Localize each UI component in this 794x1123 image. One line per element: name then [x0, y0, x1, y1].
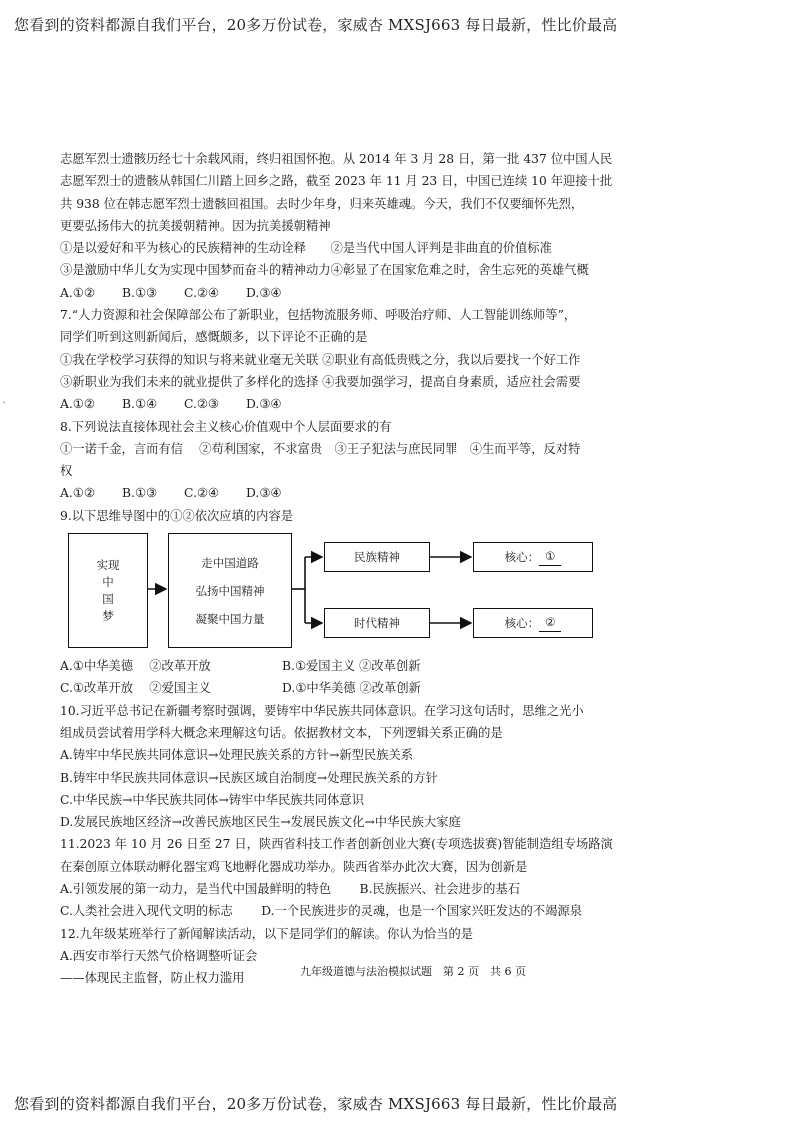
- core-top-blank: ①: [539, 548, 561, 566]
- national-spirit-label: 民族精神: [354, 549, 400, 564]
- box-path-spirit-strength: [168, 533, 292, 648]
- q9-option-c: C.①改革开放 ②爱国主义: [60, 681, 211, 696]
- q7-option-b: B.①④: [122, 397, 157, 412]
- q8-line-3: 权: [60, 464, 73, 479]
- q10-line-1: 10.习近平总书记在新疆考察时强调，要铸牢中华民族共同体意识。在学习这句话时，思维之光小: [60, 703, 584, 718]
- q10-option-d: D.发展民族地区经济→改善民族地区民生→发展民族文化→中华民族大家庭: [60, 815, 461, 830]
- q7-line-4: ③新职业为我们未来的就业提供了多样化的选择 ④我要加强学习，提高自身素质，适应社会需要: [60, 374, 581, 389]
- core-label: 核心：: [504, 615, 540, 630]
- q11-options-cd: C.人类社会进入现代文明的标志 D.一个民族进步的灵魂，也是一个国家兴旺发达的不竭源泉: [60, 904, 582, 919]
- q7-line-3: ①我在学校学习获得的知识与将来就业毫无关联 ②职业有高低贵贱之分，我以后要找一个好工作: [60, 352, 581, 367]
- q10-line-2: 组成员尝试着用学科大概念来理解这句话。依据教材文本，下列逻辑关系正确的是: [60, 725, 503, 740]
- q7-line-1: 7.“人力资源和社会保障部公布了新职业，包括物流服务师、呼吸治疗师、人工智能训练师等”，: [60, 308, 577, 323]
- q9-stem: 9.以下思维导图中的①②依次应填的内容是: [60, 508, 294, 523]
- q6-option-d: D.③④: [246, 285, 282, 300]
- box-middle-line: 凝聚中国力量: [195, 611, 265, 626]
- box-chinese-dream-line: 梦: [102, 608, 114, 623]
- core-bottom-blank: ②: [539, 614, 561, 632]
- margin-mark: ˋ: [2, 402, 7, 413]
- q7-line-2: 同学们听到这则新闻后，感慨颇多，以下评论不正确的是: [60, 330, 368, 345]
- q6-line-1: 志愿军烈士遗骸历经七十余载风雨，终归祖国怀抱。从 2014 年 3 月 28 日，第一批 437 位中国人民: [60, 152, 613, 166]
- q6-option-a: A.①②: [60, 285, 95, 300]
- box-core-bottom: [473, 608, 593, 638]
- q10-option-a: A.铸牢中华民族共同体意识→处理民族关系的方针→新型民族关系: [60, 748, 414, 763]
- q6-line-5: ①是以爱好和平为核心的民族精神的生动诠释 ②是当代中国人评判是非曲直的价值标准: [60, 241, 552, 256]
- q7-option-d: D.③④: [246, 397, 282, 412]
- mind-map-diagram: [60, 533, 660, 651]
- q9-options-row-1: [60, 655, 660, 677]
- q12-option-a: A.西安市举行天然气价格调整听证会: [60, 948, 258, 963]
- box-chinese-dream-line: 实现: [96, 557, 120, 572]
- q10-option-c: C.中华民族→中华民族共同体→铸牢中华民族共同体意识: [60, 792, 365, 807]
- q8-line-2: ①一诺千金，言而有信 ②苟利国家，不求富贵 ③王子犯法与庶民同罪 ④生而平等，反对特: [60, 441, 581, 456]
- q6-line-4: 更要弘扬伟大的抗美援朝精神。因为抗美援朝精神: [60, 218, 331, 233]
- q12-line-1: 12.九年级某班举行了新闻解读活动，以下是同学们的解读。你认为恰当的是: [60, 926, 474, 941]
- q6-line-2: 志愿军烈士的遗骸从韩国仁川踏上回乡之路，截至 2023 年 11 月 23 日，中国已连续 10 年迎接十批: [60, 174, 613, 189]
- q11-options-ab: A.引领发展的第一动力，是当代中国最鲜明的特色 B.民族振兴、社会进步的基石: [60, 882, 521, 897]
- box-middle-line: 弘扬中国精神: [195, 583, 265, 598]
- q11-line-2: 在秦创原立体联动孵化器宝鸡飞地孵化器成功举办。陕西省举办此次大赛，因为创新是: [60, 859, 528, 874]
- q7-option-a: A.①②: [60, 397, 95, 412]
- promo-banner-top: 您看到的资料都源自我们平台，20多万份试卷，家威杏 MXSJ663 每日最新，性比价最高: [14, 16, 618, 34]
- q6-line-3: 共 938 位在韩志愿军烈士遗骸回祖国。去时少年身，归来英雄魂。今天，我们不仅要缅怀先烈，: [60, 196, 584, 211]
- q9-options-row-2: [60, 677, 660, 699]
- era-spirit-label: 时代精神: [354, 615, 400, 630]
- q9-option-b: B.①爱国主义 ②改革创新: [282, 659, 421, 674]
- box-middle-line: 走中国道路: [201, 555, 259, 570]
- q10-option-b: B.铸牢中华民族共同体意识→民族区域自治制度→处理民族关系的方针: [60, 770, 438, 785]
- box-chinese-dream: [68, 533, 148, 648]
- exam-content: [60, 148, 660, 990]
- box-chinese-dream-line: 中: [102, 574, 114, 589]
- q7-options: [60, 393, 660, 415]
- box-chinese-dream-line: 国: [102, 591, 114, 606]
- box-era-spirit: [324, 608, 430, 638]
- q9-option-a: A.①中华美德 ②改革开放: [60, 659, 211, 674]
- q6-option-b: B.①③: [122, 285, 157, 300]
- q8-line-1: 8.下列说法直接体现社会主义核心价值观中个人层面要求的有: [60, 419, 392, 434]
- q8-options: [60, 482, 660, 504]
- q8-option-a: A.①②: [60, 486, 95, 501]
- promo-banner-bottom: 您看到的资料都源自我们平台，20多万份试卷，家威杏 MXSJ663 每日最新，性比价最高: [14, 1095, 618, 1113]
- box-national-spirit: [324, 542, 430, 572]
- q8-option-b: B.①③: [122, 486, 157, 501]
- q9-option-d: D.①中华美德 ②改革创新: [282, 681, 421, 696]
- core-label: 核心：: [504, 549, 540, 564]
- q12-option-a-note: ——体现民主监督，防止权力滥用: [60, 971, 245, 986]
- q7-option-c: C.②③: [184, 397, 219, 412]
- q11-line-1: 11.2023 年 10 月 26 日至 27 日，陕西省科技工作者创新创业大赛(专项选拔赛)智能制造组专场路演: [60, 837, 613, 852]
- q8-option-c: C.②④: [184, 486, 219, 501]
- page-footer: 九年级道德与法治模拟试题 第 2 页 共 6 页: [300, 965, 526, 978]
- q6-line-6: ③是激励中华儿女为实现中国梦而奋斗的精神动力④彰显了在国家危难之时，舍生忘死的英雄气概: [60, 263, 589, 278]
- q6-option-c: C.②④: [184, 285, 219, 300]
- box-core-top: [473, 542, 593, 572]
- q8-option-d: D.③④: [246, 486, 282, 501]
- q6-options: [60, 282, 660, 304]
